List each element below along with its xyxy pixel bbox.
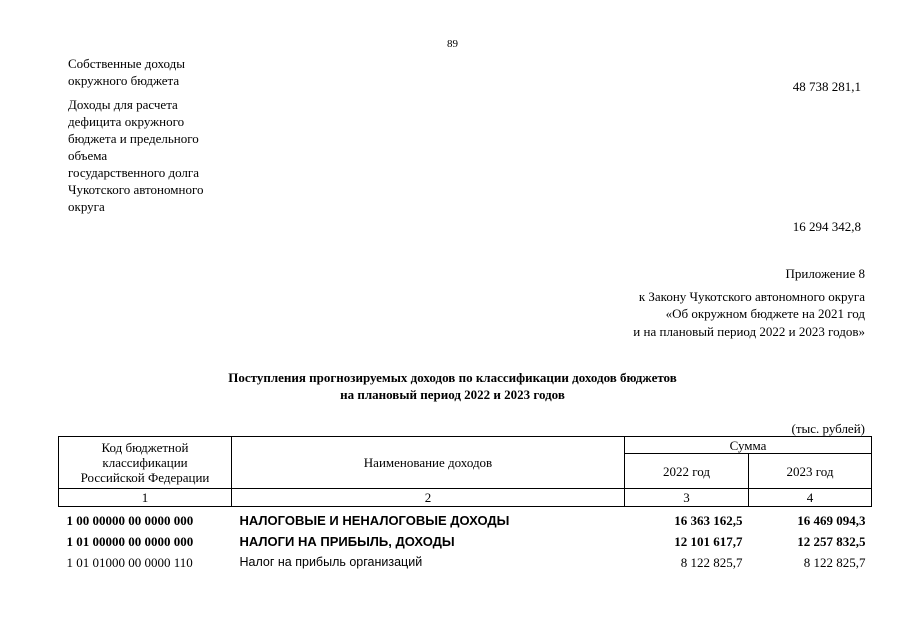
row-code: 1 01 01000 00 0000 110	[66, 555, 193, 570]
prev-row-value: 16 294 342,8	[792, 219, 861, 234]
appendix-title: Приложение 8	[785, 266, 865, 281]
prev-row-label-line: дефицита окружного	[68, 114, 185, 129]
row-name: НАЛОГИ НА ПРИБЫЛЬ, ДОХОДЫ	[239, 534, 455, 549]
prev-row-label-line: бюджета и предельного	[68, 131, 199, 146]
header-code	[59, 437, 232, 489]
row-value-2022: 12 101 617,7	[674, 534, 743, 549]
revenue-table	[58, 436, 872, 570]
column-number: 1	[59, 489, 232, 507]
header-code-line: Российской Федерации	[80, 470, 210, 485]
column-number: 2	[232, 489, 625, 507]
prev-row-label-line: Доходы для расчета	[68, 97, 178, 112]
prev-row-label-line: окружного бюджета	[68, 73, 180, 88]
row-value-2023: 12 257 832,5	[797, 534, 866, 549]
header-name: Наименование доходов	[232, 437, 625, 489]
header-code-line: классификации	[102, 455, 188, 470]
table-row	[59, 507, 872, 529]
appendix-line: и на плановый период 2022 и 2023 годов»	[633, 323, 865, 339]
column-number: 3	[625, 489, 749, 507]
prev-row-label-line: объема	[68, 148, 108, 163]
table-row	[59, 528, 872, 549]
row-name: НАЛОГОВЫЕ И НЕНАЛОГОВЫЕ ДОХОДЫ	[239, 513, 510, 528]
prev-row-label	[68, 55, 185, 89]
column-number: 4	[749, 489, 872, 507]
header-code-line: Код бюджетной	[101, 440, 189, 455]
row-value-2022: 16 363 162,5	[674, 513, 743, 528]
heading-line: Поступления прогнозируемых доходов по классификации доходов бюджетов	[228, 370, 677, 385]
row-value-2023: 16 469 094,3	[797, 513, 866, 528]
prev-row-value: 48 738 281,1	[792, 79, 861, 94]
prev-row-label-line: Чукотского автономного	[68, 182, 204, 197]
prev-row-label-line: государственного долга	[68, 165, 199, 180]
header-year-2023: 2023 год	[749, 454, 872, 489]
units-note: (тыс. рублей)	[791, 421, 865, 436]
header-sum: Сумма	[625, 437, 872, 454]
row-code: 1 01 00000 00 0000 000	[66, 534, 194, 549]
header-year-2022: 2022 год	[625, 454, 749, 489]
appendix-line: «Об окружном бюджете на 2021 год	[665, 306, 865, 321]
row-value-2023: 8 122 825,7	[803, 555, 866, 570]
heading-line: на плановый период 2022 и 2023 годов	[340, 387, 565, 402]
appendix-line: к Закону Чукотского автономного округа	[638, 288, 865, 304]
page-number: 89	[447, 38, 458, 50]
row-code: 1 00 00000 00 0000 000	[66, 513, 194, 528]
document-heading	[0, 369, 905, 403]
prev-row-label-line: Собственные доходы	[68, 56, 186, 71]
prev-row-label-line: округа	[68, 199, 105, 214]
prev-row-label	[68, 96, 203, 215]
row-value-2022: 8 122 825,7	[680, 555, 743, 570]
table-row	[59, 549, 872, 570]
row-name: Налог на прибыль организаций	[239, 555, 423, 569]
appendix-note	[633, 265, 865, 340]
